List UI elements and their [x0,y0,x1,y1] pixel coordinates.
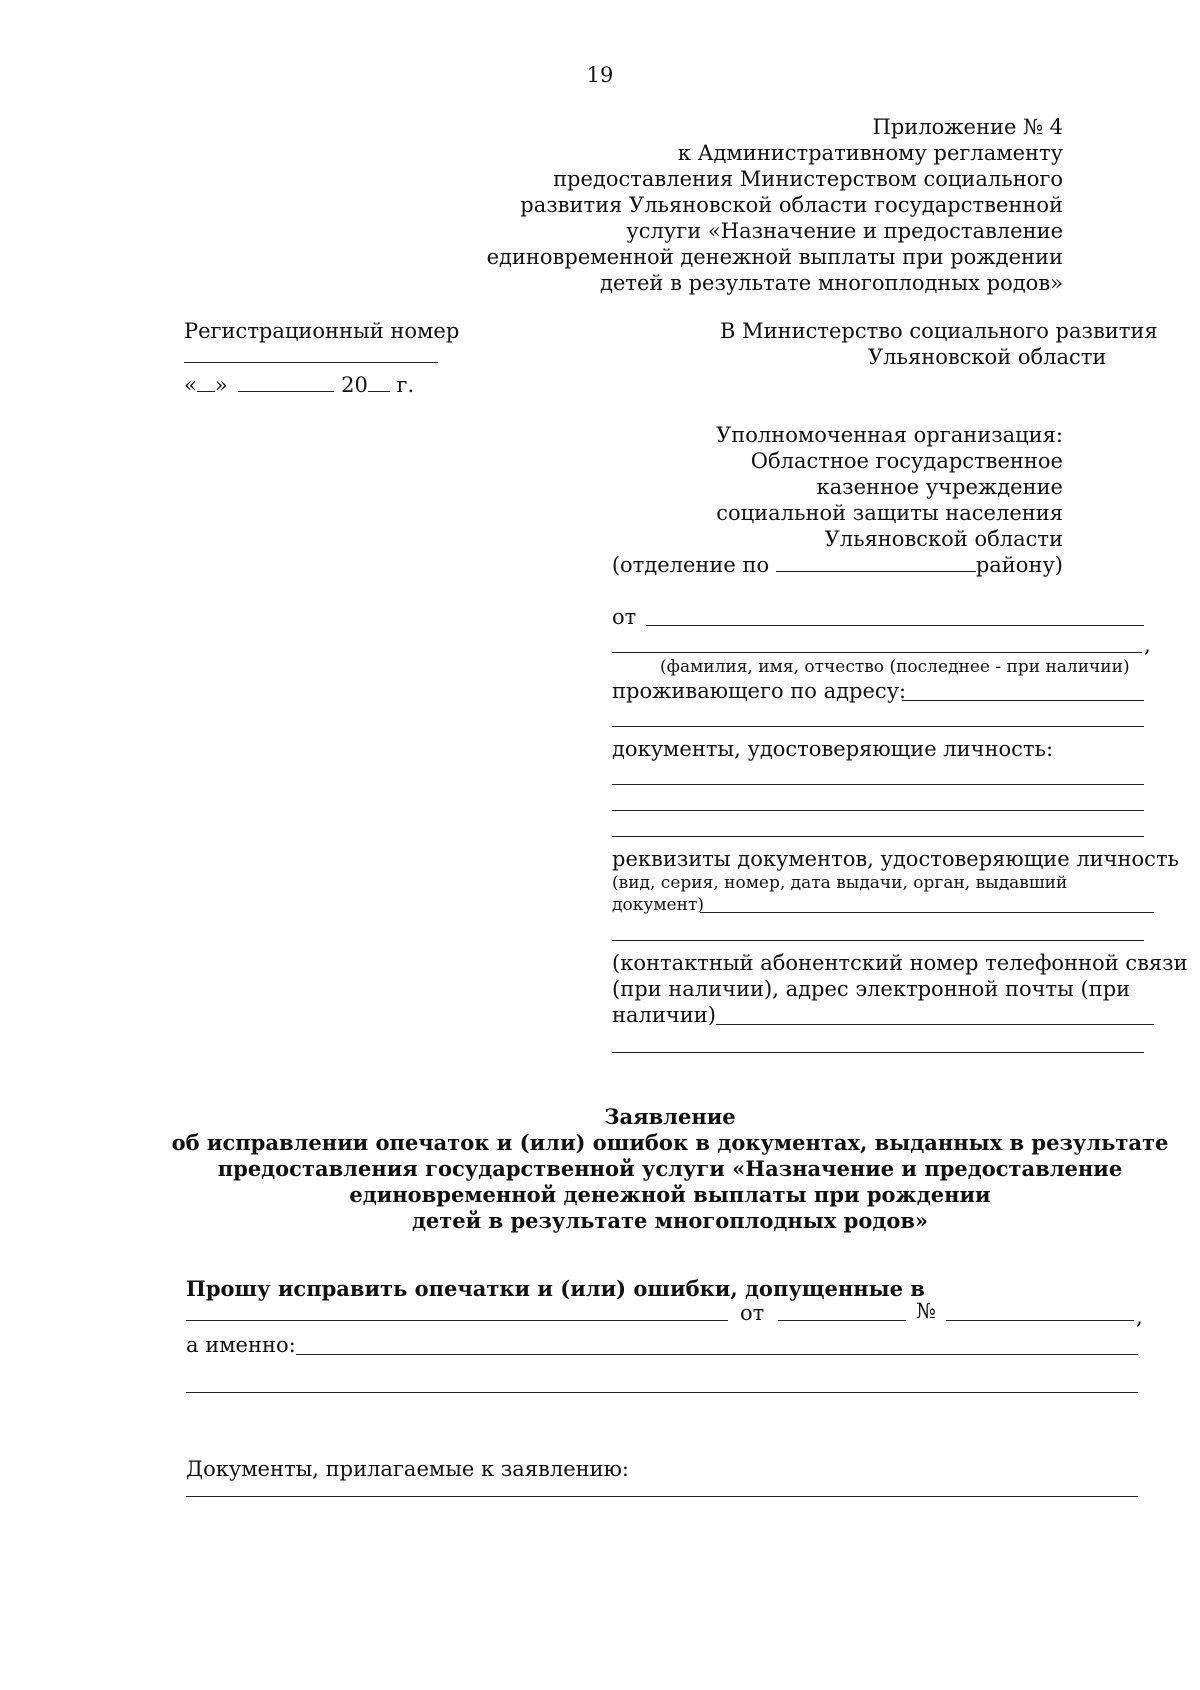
appendix-line: развития Ульяновской области государственной [520,193,1063,217]
fio-hint: (фамилия, имя, отчество (последнее - при наличии) [660,657,1130,677]
org-line: социальной защиты населения [716,501,1063,525]
contact-field[interactable] [716,1024,1154,1025]
page-number: 19 [586,63,614,87]
year-suffix: г. [396,373,415,397]
applicant-name-field-2[interactable] [612,652,1142,653]
branch-district-field[interactable] [776,553,976,572]
org-line: Областное государственное [750,449,1063,473]
branch-suffix: району) [975,553,1063,577]
addressee-line2: Ульяновской области [868,345,1107,369]
id-docs-field-2[interactable] [612,810,1144,811]
id-docs-field-3[interactable] [612,836,1144,837]
request-number-label: № [916,1299,936,1323]
registration-date [184,372,414,398]
year-prefix: 20 [341,373,368,397]
year-field[interactable] [368,373,390,392]
day-field[interactable] [197,373,215,392]
org-line: Ульяновской области [824,527,1063,551]
statement-subtitle-line: детей в результате многоплодных родов» [411,1208,929,1233]
request-comma: , [1136,1305,1143,1329]
appendix-line: Приложение № 4 [872,115,1063,139]
document-name-field[interactable] [186,1320,728,1321]
namely-field-2[interactable] [186,1392,1138,1393]
applicant-name-field[interactable] [646,625,1144,626]
branch-prefix: (отделение по [611,553,770,577]
document-number-field[interactable] [946,1320,1134,1321]
requisites-label: реквизиты документов, удостоверяющие личность [612,847,1179,871]
attachments-label: Документы, прилагаемые к заявлению: [186,1457,629,1481]
contact-line-1: (контактный абонентский номер телефонной связи [612,951,1188,975]
id-docs-field-1[interactable] [612,784,1144,785]
attachments-field[interactable] [186,1496,1138,1497]
contact-line-3: наличии) [612,1003,716,1027]
appendix-line: к Административному регламенту [677,141,1063,165]
namely-field[interactable] [296,1354,1138,1355]
date-open-quote: « [184,373,197,397]
appendix-line: единовременной денежной выплаты при рождении [486,245,1063,269]
document-date-field[interactable] [778,1320,906,1321]
appendix-line: предоставления Министерством социального [553,167,1063,191]
request-from-label: от [740,1301,765,1325]
contact-line-2: (при наличии), адрес электронной почты (при [612,977,1131,1001]
request-line: Прошу исправить опечатки и (или) ошибки, допущенные в [186,1276,925,1301]
month-field[interactable] [238,373,334,392]
appendix-line: услуги «Назначение и предоставление [626,219,1063,243]
statement-title: Заявление [604,1104,736,1129]
name-comma: , [1144,633,1151,657]
requisites-field[interactable] [700,912,1154,913]
statement-subtitle-line: об исправлении опечаток и (или) ошибок в документах, выданных в результате [171,1130,1169,1155]
requisites-field-2[interactable] [612,940,1144,941]
requisites-hint-2: документ) [612,895,704,915]
org-line: казенное учреждение [816,475,1063,499]
contact-field-2[interactable] [612,1052,1144,1053]
registration-label: Регистрационный номер [184,319,460,343]
statement-subtitle-line: предоставления государственной услуги «Назначение и предоставление [217,1156,1123,1181]
namely-label: а именно: [186,1333,296,1357]
addressee-line1: В Министерство социального развития [720,319,1158,343]
from-label: от [612,605,637,629]
address-field[interactable] [902,700,1144,701]
address-field-2[interactable] [612,726,1144,727]
registration-number-field[interactable] [184,362,438,363]
date-close-quote: » [214,373,228,397]
address-label: проживающего по адресу: [612,679,907,703]
id-docs-label: документы, удостоверяющие личность: [612,737,1054,761]
org-line: Уполномоченная организация: [716,423,1063,447]
appendix-line: детей в результате многоплодных родов» [600,271,1063,295]
statement-subtitle-line: единовременной денежной выплаты при рождении [349,1182,991,1207]
org-branch-line [612,552,1063,578]
requisites-hint-1: (вид, серия, номер, дата выдачи, орган, выдавший [612,873,1068,893]
